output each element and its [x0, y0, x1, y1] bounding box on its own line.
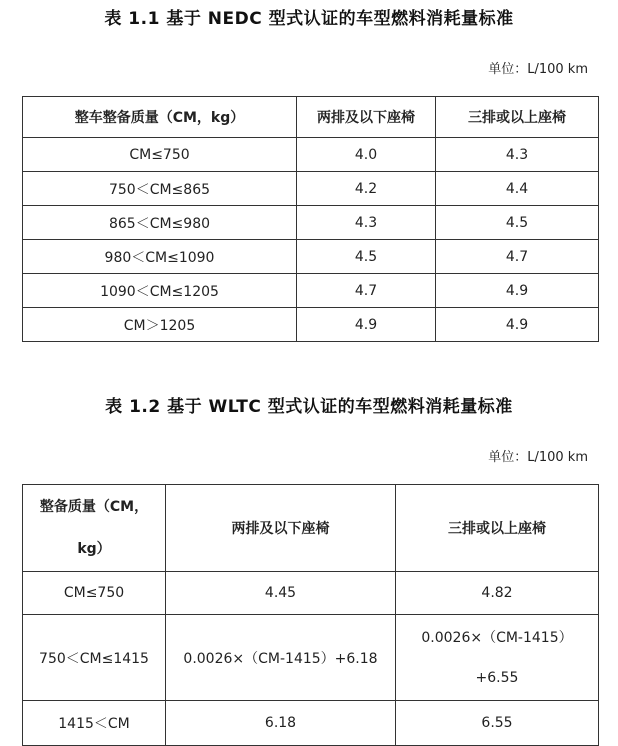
mass-cell: 865＜CM≤980 [23, 206, 297, 240]
value-cell: 4.3 [436, 138, 599, 172]
value-cell: 6.18 [166, 701, 396, 746]
header-three-rows: 三排或以上座椅 [396, 485, 599, 572]
header-mass: 整车整备质量（CM，kg） [23, 97, 297, 138]
table-header-row [23, 485, 599, 572]
header-two-rows: 两排及以下座椅 [297, 97, 436, 138]
formula-line2: +6.55 [475, 669, 519, 686]
table-row [23, 138, 599, 172]
value-cell: 4.9 [297, 308, 436, 342]
value-cell: 4.3 [297, 206, 436, 240]
table-row [23, 308, 599, 342]
value-cell: 4.7 [436, 240, 599, 274]
formula-cell [396, 615, 599, 701]
wltc-table [22, 484, 599, 746]
table-row [23, 206, 599, 240]
mass-cell: 1090＜CM≤1205 [23, 274, 297, 308]
mass-cell: 980＜CM≤1090 [23, 240, 297, 274]
table-row [23, 572, 599, 615]
mass-cell: 1415＜CM [23, 701, 166, 746]
table-row [23, 615, 599, 701]
value-cell: 4.82 [396, 572, 599, 615]
mass-cell: CM＞1205 [23, 308, 297, 342]
mass-cell: 750＜CM≤1415 [23, 615, 166, 701]
value-cell: 4.45 [166, 572, 396, 615]
nedc-table [22, 96, 599, 342]
mass-cell: CM≤750 [23, 572, 166, 615]
table2-unit: 单位：L/100 km [488, 450, 588, 465]
table1-title: 表 1.1 基于 NEDC 型式认证的车型燃料消耗量标准 [104, 9, 514, 29]
mass-cell: 750＜CM≤865 [23, 172, 297, 206]
table-row [23, 172, 599, 206]
formula-cell: 0.0026×（CM-1415）+6.18 [166, 615, 396, 701]
table-row [23, 701, 599, 746]
table-row [23, 240, 599, 274]
header-mass-line1: 整备质量（CM， [39, 499, 149, 515]
value-cell: 4.4 [436, 172, 599, 206]
value-cell: 4.7 [297, 274, 436, 308]
table1-unit: 单位：L/100 km [488, 62, 588, 77]
formula-line1: 0.0026×（CM-1415） [421, 629, 573, 646]
header-two-rows: 两排及以下座椅 [166, 485, 396, 572]
value-cell: 4.5 [297, 240, 436, 274]
value-cell: 4.5 [436, 206, 599, 240]
value-cell: 4.2 [297, 172, 436, 206]
table-row [23, 274, 599, 308]
mass-cell: CM≤750 [23, 138, 297, 172]
header-three-rows: 三排或以上座椅 [436, 97, 599, 138]
header-mass [23, 485, 166, 572]
value-cell: 4.9 [436, 308, 599, 342]
value-cell: 6.55 [396, 701, 599, 746]
table2-title: 表 1.2 基于 WLTC 型式认证的车型燃料消耗量标准 [105, 397, 513, 417]
header-mass-line2: kg） [77, 541, 111, 557]
value-cell: 4.0 [297, 138, 436, 172]
table-header-row [23, 97, 599, 138]
value-cell: 4.9 [436, 274, 599, 308]
